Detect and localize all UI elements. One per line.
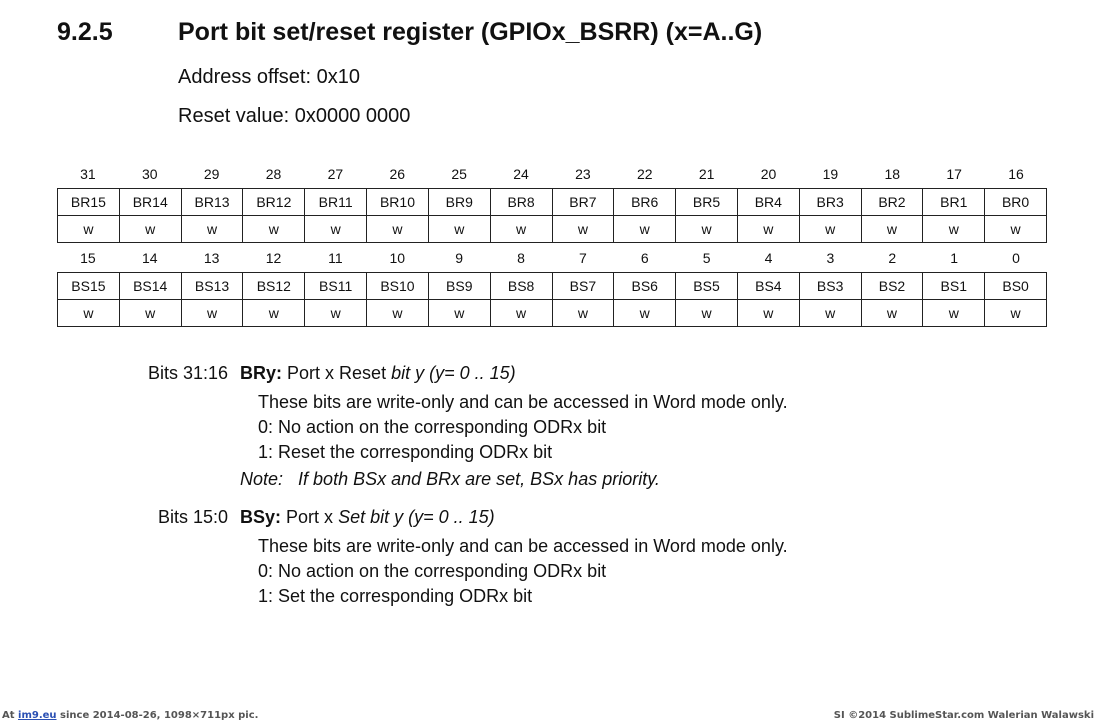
bit-number-row-upper xyxy=(57,160,1047,188)
field-cell-lower-13: BS2 xyxy=(861,273,923,300)
footer-suffix: since 2014-08-26, 1098×711px pic. xyxy=(60,710,259,721)
bs-line-2: 0: No action on the corresponding ODRx bit xyxy=(258,561,607,581)
bit-number-lower-0: 15 xyxy=(80,250,96,266)
access-cell-lower-15: w xyxy=(985,300,1047,327)
field-body-bs xyxy=(258,534,788,609)
access-cell-lower-7: w xyxy=(490,300,552,327)
field-name-row-lower xyxy=(58,273,1047,300)
access-cell-upper-10: w xyxy=(676,216,738,243)
bit-number-lower-11: 4 xyxy=(764,250,773,266)
field-cell-upper-6: BR9 xyxy=(428,189,490,216)
field-cell-upper-2: BR13 xyxy=(181,189,243,216)
register-table-upper xyxy=(57,188,1047,243)
section-number: 9.2.5 xyxy=(57,18,113,46)
bit-number-upper-11: 20 xyxy=(760,166,777,182)
br-line-1: These bits are write-only and can be accessed in Word mode only. xyxy=(258,392,788,412)
field-heading-br xyxy=(240,363,516,384)
bit-number-upper-5: 26 xyxy=(389,166,406,182)
register-lower-half xyxy=(57,244,1047,327)
field-body-br xyxy=(258,390,788,465)
access-cell-upper-0: w xyxy=(58,216,120,243)
bit-number-lower-13: 2 xyxy=(888,250,897,266)
access-cell-lower-10: w xyxy=(676,300,738,327)
footer-right: SI ©2014 SublimeStar.com Walerian Walawski xyxy=(833,710,1094,721)
field-cell-lower-2: BS13 xyxy=(181,273,243,300)
bit-number-upper-0: 31 xyxy=(80,166,96,182)
bit-number-upper-15: 16 xyxy=(1008,166,1024,182)
access-cell-lower-4: w xyxy=(305,300,367,327)
bit-number-upper-10: 21 xyxy=(698,166,715,182)
bit-number-lower-7: 8 xyxy=(517,250,525,266)
field-cell-upper-9: BR6 xyxy=(614,189,676,216)
field-cell-lower-5: BS10 xyxy=(367,273,429,300)
field-cell-upper-13: BR2 xyxy=(861,189,923,216)
bit-number-upper-9: 22 xyxy=(637,166,653,182)
access-cell-lower-3: w xyxy=(243,300,305,327)
access-cell-lower-6: w xyxy=(428,300,490,327)
access-cell-upper-7: w xyxy=(490,216,552,243)
field-cell-upper-11: BR4 xyxy=(737,189,799,216)
access-cell-lower-11: w xyxy=(737,300,799,327)
bit-number-lower-1: 14 xyxy=(142,250,158,266)
register-table-lower xyxy=(57,272,1047,327)
note-label: Note: xyxy=(240,469,284,489)
bit-number-lower-15: 0 xyxy=(1012,250,1020,266)
access-cell-upper-8: w xyxy=(552,216,614,243)
field-desc-italic-bs: Set bit y (y= 0 .. 15) xyxy=(338,507,495,527)
access-row-lower xyxy=(58,300,1047,327)
access-cell-upper-15: w xyxy=(985,216,1047,243)
access-cell-lower-14: w xyxy=(923,300,985,327)
bs-line-1: These bits are write-only and can be accessed in Word mode only. xyxy=(258,536,788,556)
access-cell-upper-9: w xyxy=(614,216,676,243)
field-cell-upper-7: BR8 xyxy=(490,189,552,216)
section-heading xyxy=(57,18,762,47)
bit-number-upper-12: 19 xyxy=(822,166,839,182)
field-cell-lower-14: BS1 xyxy=(923,273,985,300)
access-row-upper xyxy=(58,216,1047,243)
field-cell-lower-11: BS4 xyxy=(737,273,799,300)
access-cell-upper-6: w xyxy=(428,216,490,243)
bit-number-upper-4: 27 xyxy=(327,166,344,182)
field-cell-upper-0: BR15 xyxy=(58,189,120,216)
field-cell-upper-12: BR3 xyxy=(799,189,861,216)
bit-number-upper-6: 25 xyxy=(451,166,467,182)
bit-number-lower-10: 5 xyxy=(702,250,711,266)
field-name-br: BRy: xyxy=(240,363,283,383)
access-cell-upper-11: w xyxy=(737,216,799,243)
field-cell-lower-3: BS12 xyxy=(243,273,305,300)
footer-left xyxy=(2,709,258,723)
note-br xyxy=(240,469,660,490)
bits-range-br: Bits 31:16 xyxy=(147,363,228,383)
access-cell-lower-0: w xyxy=(58,300,120,327)
access-cell-upper-13: w xyxy=(861,216,923,243)
footer-site-link[interactable]: im9.eu xyxy=(18,710,57,721)
bit-number-lower-5: 10 xyxy=(389,250,406,266)
access-cell-upper-3: w xyxy=(243,216,305,243)
field-cell-lower-9: BS6 xyxy=(614,273,676,300)
field-cell-upper-4: BR11 xyxy=(305,189,367,216)
field-cell-lower-15: BS0 xyxy=(985,273,1047,300)
field-cell-lower-10: BS5 xyxy=(676,273,738,300)
register-upper-half xyxy=(57,160,1047,243)
note-text: If both BSx and BRx are set, BSx has priority. xyxy=(298,469,660,489)
field-cell-lower-6: BS9 xyxy=(428,273,490,300)
field-cell-upper-1: BR14 xyxy=(119,189,181,216)
bit-number-upper-13: 18 xyxy=(884,166,901,182)
field-desc-br: Port x Reset xyxy=(287,363,387,383)
bits-range-bs: Bits 15:0 xyxy=(157,507,228,527)
reset-value: Reset value: 0x0000 0000 xyxy=(178,105,411,127)
field-cell-lower-4: BS11 xyxy=(305,273,367,300)
bit-number-lower-6: 9 xyxy=(455,250,464,266)
access-cell-upper-12: w xyxy=(799,216,861,243)
field-cell-upper-3: BR12 xyxy=(243,189,305,216)
field-cell-lower-1: BS14 xyxy=(119,273,181,300)
bit-number-upper-1: 30 xyxy=(142,166,158,182)
access-cell-upper-14: w xyxy=(923,216,985,243)
bit-number-lower-9: 6 xyxy=(640,250,649,266)
bit-number-lower-14: 1 xyxy=(950,250,959,266)
field-cell-upper-8: BR7 xyxy=(552,189,614,216)
bit-number-row-lower xyxy=(57,244,1047,272)
field-cell-upper-15: BR0 xyxy=(985,189,1047,216)
bit-number-upper-8: 23 xyxy=(575,166,591,182)
field-heading-bs xyxy=(240,507,495,528)
access-cell-lower-2: w xyxy=(181,300,243,327)
field-cell-lower-0: BS15 xyxy=(58,273,120,300)
access-cell-upper-1: w xyxy=(119,216,181,243)
access-cell-lower-13: w xyxy=(861,300,923,327)
field-desc-bs: Port x xyxy=(286,507,334,527)
access-cell-lower-5: w xyxy=(367,300,429,327)
access-cell-lower-1: w xyxy=(119,300,181,327)
field-cell-upper-14: BR1 xyxy=(923,189,985,216)
bit-number-lower-3: 12 xyxy=(265,250,282,266)
footer-prefix: At xyxy=(2,710,15,721)
field-cell-upper-10: BR5 xyxy=(676,189,738,216)
field-name-bs: BSy: xyxy=(240,507,282,527)
bit-number-upper-14: 17 xyxy=(946,166,962,182)
image-footer xyxy=(0,709,1098,723)
access-cell-upper-5: w xyxy=(367,216,429,243)
access-cell-lower-8: w xyxy=(552,300,614,327)
bit-number-upper-3: 28 xyxy=(265,166,282,182)
bit-number-lower-2: 13 xyxy=(203,250,220,266)
bit-number-lower-4: 11 xyxy=(328,250,343,266)
field-cell-lower-8: BS7 xyxy=(552,273,614,300)
field-cell-lower-7: BS8 xyxy=(490,273,552,300)
address-offset: Address offset: 0x10 xyxy=(178,66,360,88)
br-line-3: 1: Reset the corresponding ODRx bit xyxy=(258,442,553,462)
bit-number-lower-12: 3 xyxy=(826,250,835,266)
access-cell-upper-2: w xyxy=(181,216,243,243)
section-title: Port bit set/reset register (GPIOx_BSRR) (x=A..G) xyxy=(178,18,763,46)
access-cell-upper-4: w xyxy=(305,216,367,243)
access-cell-lower-12: w xyxy=(799,300,861,327)
field-name-row-upper xyxy=(58,189,1047,216)
bit-number-upper-7: 24 xyxy=(513,166,529,182)
field-cell-upper-5: BR10 xyxy=(367,189,429,216)
field-cell-lower-12: BS3 xyxy=(799,273,861,300)
bit-number-lower-8: 7 xyxy=(579,250,587,266)
bs-line-3: 1: Set the corresponding ODRx bit xyxy=(258,586,533,606)
field-desc-italic-br: bit y (y= 0 .. 15) xyxy=(391,363,516,383)
bit-number-upper-2: 29 xyxy=(203,166,220,182)
access-cell-lower-9: w xyxy=(614,300,676,327)
br-line-2: 0: No action on the corresponding ODRx bit xyxy=(258,417,607,437)
